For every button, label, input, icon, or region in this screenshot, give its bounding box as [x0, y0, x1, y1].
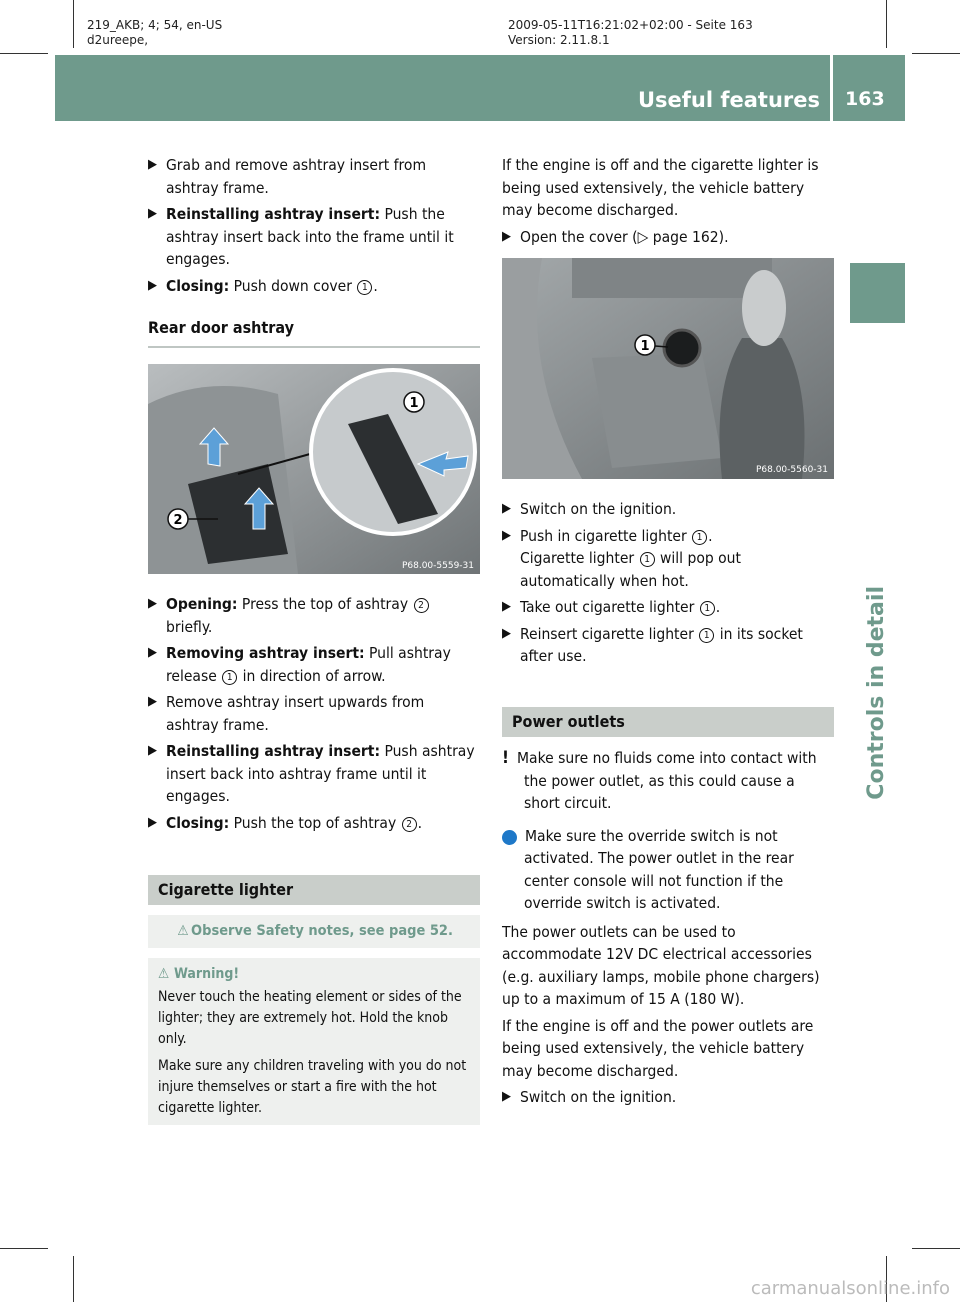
power-outlets-section — [496, 707, 834, 1109]
figure-code: P68.00-5559-31 — [401, 561, 474, 571]
figure-callout: 1 — [640, 339, 650, 354]
cigarette-lighter-illustration — [502, 258, 834, 479]
figure-callout: 2 — [173, 513, 183, 528]
step-item: ▶ Removing ashtray insert: Pull ashtray release 1 in direction of arrow. — [148, 644, 451, 685]
step-item: ▶ Remove ashtray insert upwards from ashtray frame. — [148, 693, 425, 734]
warning-triangle-icon: ⚠ — [177, 923, 189, 939]
step-arrow-icon: ▶ — [502, 1089, 511, 1104]
header-meta-left — [87, 18, 222, 48]
step-item: ▶ Reinstalling ashtray insert: Push ashtray insert back into ashtray frame until it engages. — [148, 742, 475, 805]
step-item: ▶ Reinstalling ashtray insert: Push the ashtray insert back into the frame until it engages. — [148, 205, 454, 268]
callout-number: 1 — [700, 601, 715, 616]
crop-mark — [73, 1256, 74, 1302]
side-tab-label: Controls in detail — [864, 586, 889, 800]
step-item: ▶ Closing: Push the top of ashtray 2 . — [148, 812, 480, 835]
paragraph: If the engine is off and the power outlets are being used extensively, the vehicle battery may become discharged. — [502, 1016, 814, 1080]
info-note: i Make sure the override switch is not activated. The power outlet in the rear center console will not function if the override switch is activated. — [496, 826, 794, 912]
callout-number: 1 — [692, 530, 707, 545]
step-arrow-icon: ▶ — [502, 527, 511, 543]
step-item: ▶ Closing: Push down cover 1 . — [148, 275, 480, 298]
side-tab-block — [850, 263, 905, 323]
section-heading-rear-ashtray: Rear door ashtray — [148, 317, 480, 348]
page-number: 163 — [845, 88, 885, 110]
footer-watermark: carmanualsonline.info — [750, 1278, 950, 1299]
callout-number: 2 — [402, 817, 417, 832]
cigarette-lighter-section — [148, 875, 480, 1125]
doc-id: 219_AKB; 4; 54, en-US — [87, 18, 223, 32]
step-arrow-icon: ▶ — [148, 277, 157, 293]
info-icon: i — [502, 830, 517, 845]
figure-cigarette-lighter — [502, 258, 834, 479]
right-column — [502, 154, 834, 248]
warning-text: Never touch the heating element or sides of the lighter; they are extremely hot. Hold the knob only. — [158, 989, 462, 1047]
step-item: ▶ Take out cigarette lighter 1 . — [502, 596, 834, 619]
figure-rear-ashtray — [148, 364, 480, 574]
step-arrow-icon: ▶ — [148, 596, 157, 611]
caution-note: ! Make sure no fluids come into contact with the power outlet, as this could cause a short circuit. — [502, 748, 817, 812]
step-arrow-icon: ▶ — [148, 743, 157, 758]
safety-note: ⚠ Observe Safety notes, see page 52. — [148, 915, 480, 948]
step-arrow-icon: ▶ — [502, 228, 511, 244]
step-arrow-icon: ▶ — [148, 206, 157, 221]
callout-number: 1 — [357, 280, 372, 295]
warning-text: Make sure any children traveling with you do not injure themselves or start a fire with the hot cigarette lighter. — [158, 1058, 467, 1116]
callout-number: 1 — [222, 670, 237, 685]
callout-number: 1 — [640, 552, 655, 567]
paragraph: The power outlets can be used to accommodate 12V DC electrical accessories (e.g. auxiliary lamps, mobile phone chargers) up to a maximum of 15 A (180 W). — [502, 922, 820, 1008]
crop-mark — [912, 1248, 960, 1249]
paragraph: If the engine is off and the cigarette lighter is being used extensively, the vehicle battery may become discharged. — [502, 156, 819, 219]
header-meta-right — [508, 18, 753, 48]
callout-number: 1 — [699, 628, 714, 643]
crop-mark — [912, 53, 960, 54]
banner-divider — [830, 55, 833, 121]
step-item: ▶ Opening: Press the top of ashtray 2 briefly. — [148, 593, 480, 638]
step-arrow-icon: ▶ — [502, 501, 511, 516]
step-arrow-icon: ▶ — [148, 645, 157, 660]
crop-mark — [0, 1248, 48, 1249]
crop-mark — [73, 0, 74, 48]
figure-code: P68.00-5560-31 — [755, 465, 828, 475]
doc-timestamp: 2009-05-11T16:21:02+02:00 - Seite 163 — [508, 18, 753, 32]
step-item: ▶ Switch on the ignition. — [502, 498, 834, 521]
left-column-lower — [148, 593, 480, 834]
step-item: ▶ Grab and remove ashtray insert from ashtray frame. — [148, 156, 427, 197]
left-column — [148, 154, 480, 348]
exclamation-icon: ! — [502, 748, 509, 768]
step-arrow-icon: ▶ — [148, 157, 157, 172]
step-arrow-icon: ▶ — [148, 814, 157, 830]
step-item: ▶ Push in cigarette lighter 1 . Cigarette lighter 1 will pop out automatically when hot. — [502, 526, 741, 590]
step-arrow-icon: ▶ — [502, 625, 511, 641]
step-arrow-icon: ▶ — [148, 694, 157, 709]
side-tab — [850, 330, 905, 800]
warning-box — [148, 958, 480, 1125]
step-item: ▶ Open the cover (▷ page 162). — [502, 226, 834, 249]
step-item: ▶ Reinsert cigarette lighter 1 in its socket after use. — [502, 624, 803, 665]
crop-mark — [0, 53, 48, 54]
crop-mark — [886, 0, 887, 48]
warning-triangle-icon: ⚠ — [158, 966, 170, 982]
figure-callout: 1 — [409, 396, 419, 411]
warning-heading: ⚠ Warning! — [158, 964, 470, 985]
step-item: ▶ Switch on the ignition. — [502, 1086, 834, 1109]
section-heading-power-outlets: Power outlets — [502, 707, 834, 737]
doc-author: d2ureepe, — [87, 33, 149, 47]
rear-ashtray-illustration — [148, 364, 480, 574]
right-column-steps — [502, 498, 834, 668]
chapter-title: Useful features — [637, 88, 820, 112]
section-heading-cigarette-lighter: Cigarette lighter — [148, 875, 480, 905]
step-arrow-icon: ▶ — [502, 599, 511, 614]
callout-number: 2 — [414, 598, 429, 613]
doc-version: Version: 2.11.8.1 — [508, 33, 610, 47]
